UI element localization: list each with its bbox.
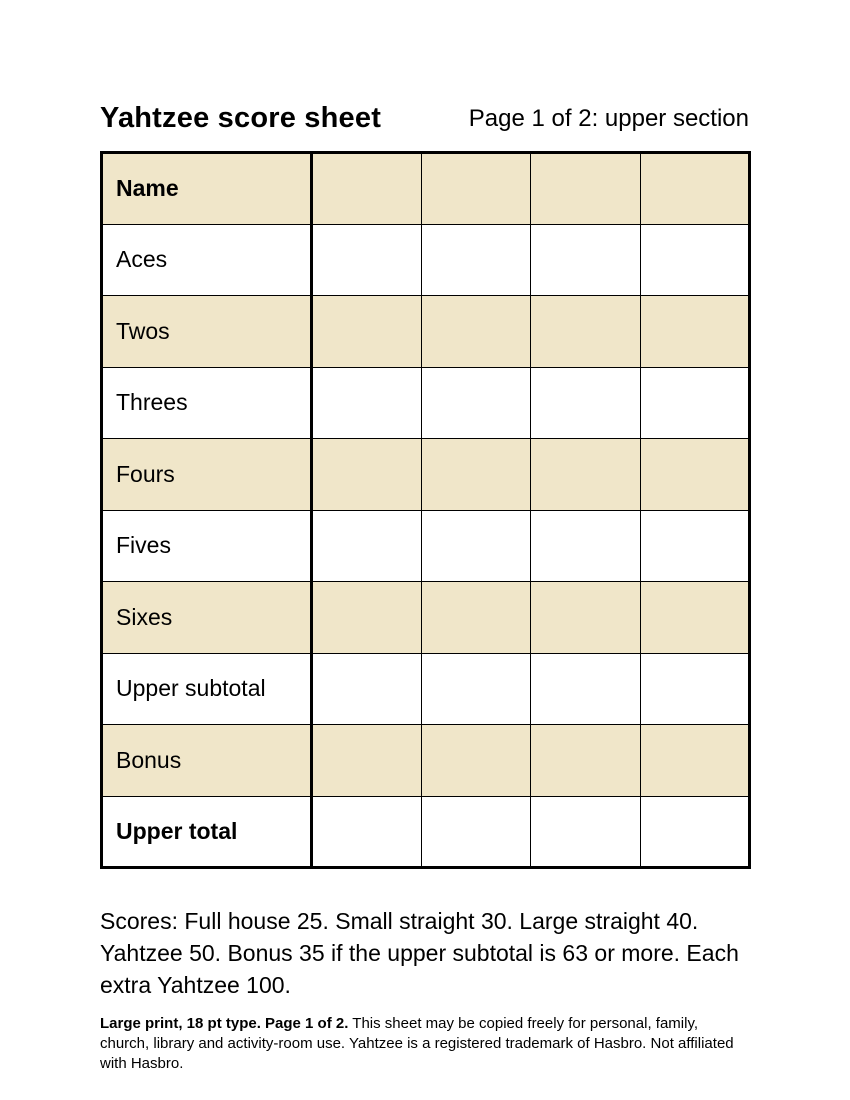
score-cell[interactable] [531, 796, 641, 868]
score-cell[interactable] [312, 439, 422, 511]
score-cell[interactable] [640, 725, 750, 797]
score-cell[interactable] [531, 582, 641, 654]
score-cell[interactable] [531, 153, 641, 225]
table-row [102, 224, 750, 296]
score-cell[interactable] [640, 153, 750, 225]
page-indicator: Page 1 of 2: upper section [468, 105, 749, 132]
score-cell[interactable] [640, 439, 750, 511]
score-cell[interactable] [312, 510, 422, 582]
row-label: Name [102, 153, 312, 225]
score-cell[interactable] [421, 796, 531, 868]
score-cell[interactable] [421, 153, 531, 225]
footnote-bold: Large print, 18 pt type. Page 1 of 2. [100, 1015, 349, 1032]
score-table [100, 151, 751, 869]
score-cell[interactable] [531, 224, 641, 296]
score-cell[interactable] [312, 153, 422, 225]
page-title: Yahtzee score sheet [100, 102, 382, 134]
score-cell[interactable] [531, 725, 641, 797]
score-cell[interactable] [312, 725, 422, 797]
score-cell[interactable] [312, 796, 422, 868]
row-label: Aces [102, 224, 312, 296]
score-cell[interactable] [640, 582, 750, 654]
score-cell[interactable] [421, 653, 531, 725]
row-label: Twos [102, 296, 312, 368]
row-label: Upper total [102, 796, 312, 868]
row-label: Upper subtotal [102, 653, 312, 725]
score-cell[interactable] [640, 653, 750, 725]
table-row [102, 153, 750, 225]
row-label: Threes [102, 367, 312, 439]
score-cell[interactable] [640, 510, 750, 582]
score-cell[interactable] [640, 796, 750, 868]
table-row [102, 725, 750, 797]
score-cell[interactable] [421, 224, 531, 296]
score-cell[interactable] [312, 653, 422, 725]
score-cell[interactable] [421, 510, 531, 582]
score-cell[interactable] [531, 367, 641, 439]
footnote-text: This sheet may be copied freely for personal, family, church, library and activity-room use. Yahtzee is a registered trademark of Hasbro. Not affiliated with Hasbro. [100, 1015, 734, 1072]
score-cell[interactable] [421, 367, 531, 439]
score-cell[interactable] [640, 367, 750, 439]
score-cell[interactable] [312, 367, 422, 439]
score-cell[interactable] [531, 296, 641, 368]
score-cell[interactable] [421, 296, 531, 368]
score-cell[interactable] [312, 224, 422, 296]
table-row [102, 367, 750, 439]
score-cell[interactable] [421, 725, 531, 797]
table-row [102, 296, 750, 368]
score-cell[interactable] [312, 296, 422, 368]
scoring-rules-note: Scores: Full house 25. Small straight 30. Large straight 40. Yahtzee 50. Bonus 35 if the upper subtotal is 63 or more. Each extra Yahtzee 100. [100, 908, 739, 998]
score-cell[interactable] [640, 224, 750, 296]
score-cell[interactable] [640, 296, 750, 368]
score-cell[interactable] [312, 582, 422, 654]
row-label: Fours [102, 439, 312, 511]
score-cell[interactable] [531, 439, 641, 511]
score-table-body [102, 153, 750, 868]
row-label: Fives [102, 510, 312, 582]
table-row [102, 582, 750, 654]
table-row [102, 796, 750, 868]
table-row [102, 653, 750, 725]
score-cell[interactable] [531, 653, 641, 725]
score-cell[interactable] [531, 510, 641, 582]
row-label: Sixes [102, 582, 312, 654]
table-row [102, 439, 750, 511]
score-cell[interactable] [421, 582, 531, 654]
sheet-header [100, 100, 751, 140]
footnote [100, 1014, 750, 1074]
row-label: Bonus [102, 725, 312, 797]
score-cell[interactable] [421, 439, 531, 511]
table-row [102, 510, 750, 582]
